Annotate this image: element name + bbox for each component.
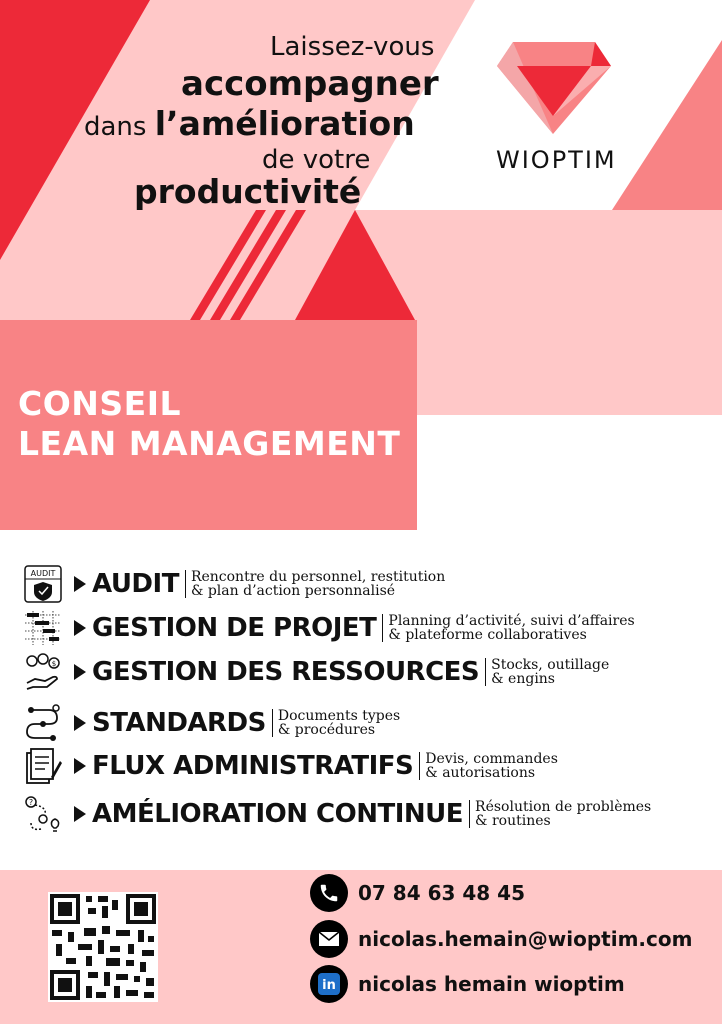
service-gestion-projet	[20, 606, 635, 650]
arrow-right-icon	[74, 758, 86, 774]
headline-line-1: Laissez-vous	[270, 32, 435, 62]
service-desc-line-1: Planning d’activité, suivi d’affaires	[388, 613, 635, 629]
svg-text:?: ?	[28, 798, 34, 807]
service-desc-line-1: Devis, commandes	[425, 751, 558, 767]
headline-line-2: accompagner	[181, 64, 439, 104]
resources-hand-icon	[20, 652, 66, 692]
service-gestion-ressources	[20, 650, 609, 694]
headline-line-3-prefix: dans	[84, 112, 155, 142]
qr-code-icon[interactable]	[48, 892, 158, 1002]
phone-number: 07 84 63 48 45	[358, 881, 526, 905]
linkedin-name: nicolas hemain wioptim	[358, 972, 625, 996]
service-desc-line-2: & autorisations	[425, 765, 536, 781]
service-title: FLUX ADMINISTRATIFS	[92, 751, 414, 781]
service-title: AMÉLIORATION CONTINUE	[92, 799, 464, 829]
envelope-icon	[310, 920, 348, 958]
service-desc-line-2: & plateforme collaboratives	[388, 627, 587, 643]
contact-linkedin[interactable]	[310, 965, 625, 1003]
arrow-right-icon	[74, 664, 86, 680]
arrow-right-icon	[74, 806, 86, 822]
headline-line-3	[84, 104, 415, 143]
svg-text:in: in	[322, 978, 336, 993]
service-description	[382, 614, 634, 642]
service-desc-line-1: Documents types	[277, 708, 401, 724]
svg-text:$: $	[51, 660, 57, 668]
banner-line-1: CONSEIL	[18, 384, 182, 423]
service-desc-line-2: & routines	[475, 813, 551, 829]
service-description	[185, 570, 445, 598]
service-description	[485, 658, 609, 686]
banner-line-2: LEAN MANAGEMENT	[18, 424, 401, 463]
linkedin-icon	[310, 965, 348, 1003]
brand-name: WIOPTIM	[496, 146, 617, 174]
service-title: GESTION DE PROJET	[92, 613, 377, 643]
service-desc-line-1: Résolution de problèmes	[475, 799, 652, 815]
arrow-right-icon	[74, 620, 86, 636]
service-desc-line-2: & procédures	[277, 722, 376, 738]
question-bulb-icon	[20, 794, 66, 834]
service-title: STANDARDS	[92, 708, 266, 738]
contact-email[interactable]	[310, 920, 692, 958]
document-pen-icon	[20, 746, 66, 786]
service-desc-line-1: Rencontre du personnel, restitution	[190, 569, 446, 585]
service-description	[419, 752, 558, 780]
email-address: nicolas.hemain@wioptim.com	[358, 927, 693, 951]
arrow-right-icon	[74, 715, 86, 731]
service-title: GESTION DES RESSOURCES	[92, 657, 480, 687]
process-flow-icon	[20, 703, 66, 743]
headline-line-3-bold: l’amélioration	[154, 104, 415, 143]
service-desc-line-1: Stocks, outillage	[491, 657, 610, 673]
service-title: AUDIT	[92, 569, 179, 599]
headline-line-4: de votre	[262, 145, 371, 175]
red-diamond-logo	[495, 38, 613, 138]
service-audit	[20, 562, 445, 606]
headline-line-5: productivité	[134, 172, 362, 211]
phone-icon	[310, 874, 348, 912]
service-amelioration-continue	[20, 792, 651, 836]
service-standards	[20, 701, 400, 745]
service-desc-line-2: & plan d’action personnalisé	[190, 583, 396, 599]
service-description	[272, 709, 400, 737]
service-flux-administratifs	[20, 744, 558, 788]
arrow-right-icon	[74, 576, 86, 592]
service-description	[469, 800, 651, 828]
svg-text:AUDIT: AUDIT	[30, 569, 56, 578]
contact-phone[interactable]	[310, 874, 525, 912]
service-desc-line-2: & engins	[491, 671, 555, 687]
audit-shield-icon	[20, 564, 66, 604]
gantt-chart-icon	[20, 608, 66, 648]
